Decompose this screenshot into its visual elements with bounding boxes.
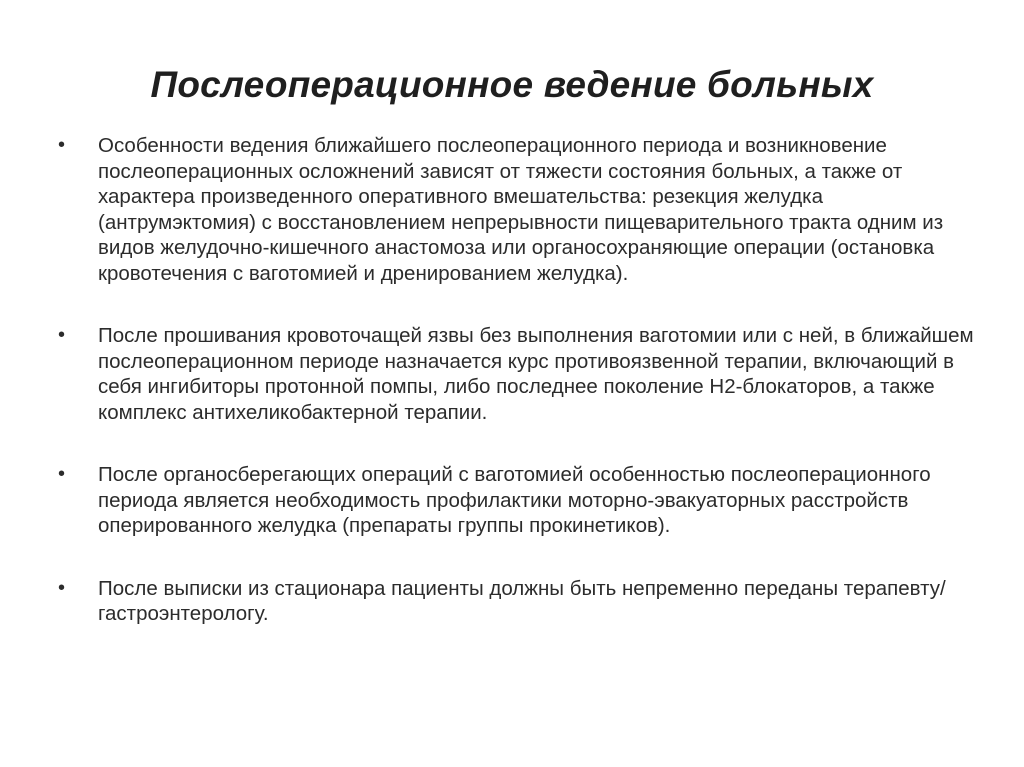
bullet-text: Особенности ведения ближайшего послеоперационного периода и возникновение послеоперационных осложнений зависят от тяжести состояния больных, а также от характера произведенного оперативного вмешательства: резекция желудка (антрумэктомия) с восстановлением непрерывности пищеварительного тракта одним из видов желудочно-кишечного анастомоза или органосохраняющие операции (остановка кровотечения с ваготомией и дренированием желудка). [98, 134, 944, 285]
bullet-marker: • [58, 134, 66, 156]
bullet-item [56, 133, 976, 286]
bullet-item [56, 576, 976, 627]
bullet-list [56, 133, 976, 627]
bullet-marker: • [58, 463, 66, 485]
bullet-item [56, 323, 976, 425]
bullet-text: После выписки из стационара пациенты должны быть непременно переданы терапевту/гастроэнтерологу. [98, 576, 946, 625]
bullet-text: После органосберегающих операций с ваготомией особенностью послеоперационного периода является необходимость профилактики моторно-эвакуаторных расстройств оперированного желудка (препараты группы прокинетиков). [98, 463, 931, 537]
bullet-marker: • [58, 324, 66, 346]
bullet-text: После прошивания кровоточащей язвы без выполнения ваготомии или с ней, в ближайшем послеоперационном периоде назначается курс противоязвенной терапии, включающий в себя ингибиторы протонной помпы, либо последнее поколение Н2-блокаторов, а также комплекс антихеликобактерной терапии. [98, 324, 974, 424]
bullet-item [56, 462, 976, 539]
slide-title: Послеоперационное ведение больных [150, 64, 874, 105]
bullet-marker: • [58, 576, 66, 599]
